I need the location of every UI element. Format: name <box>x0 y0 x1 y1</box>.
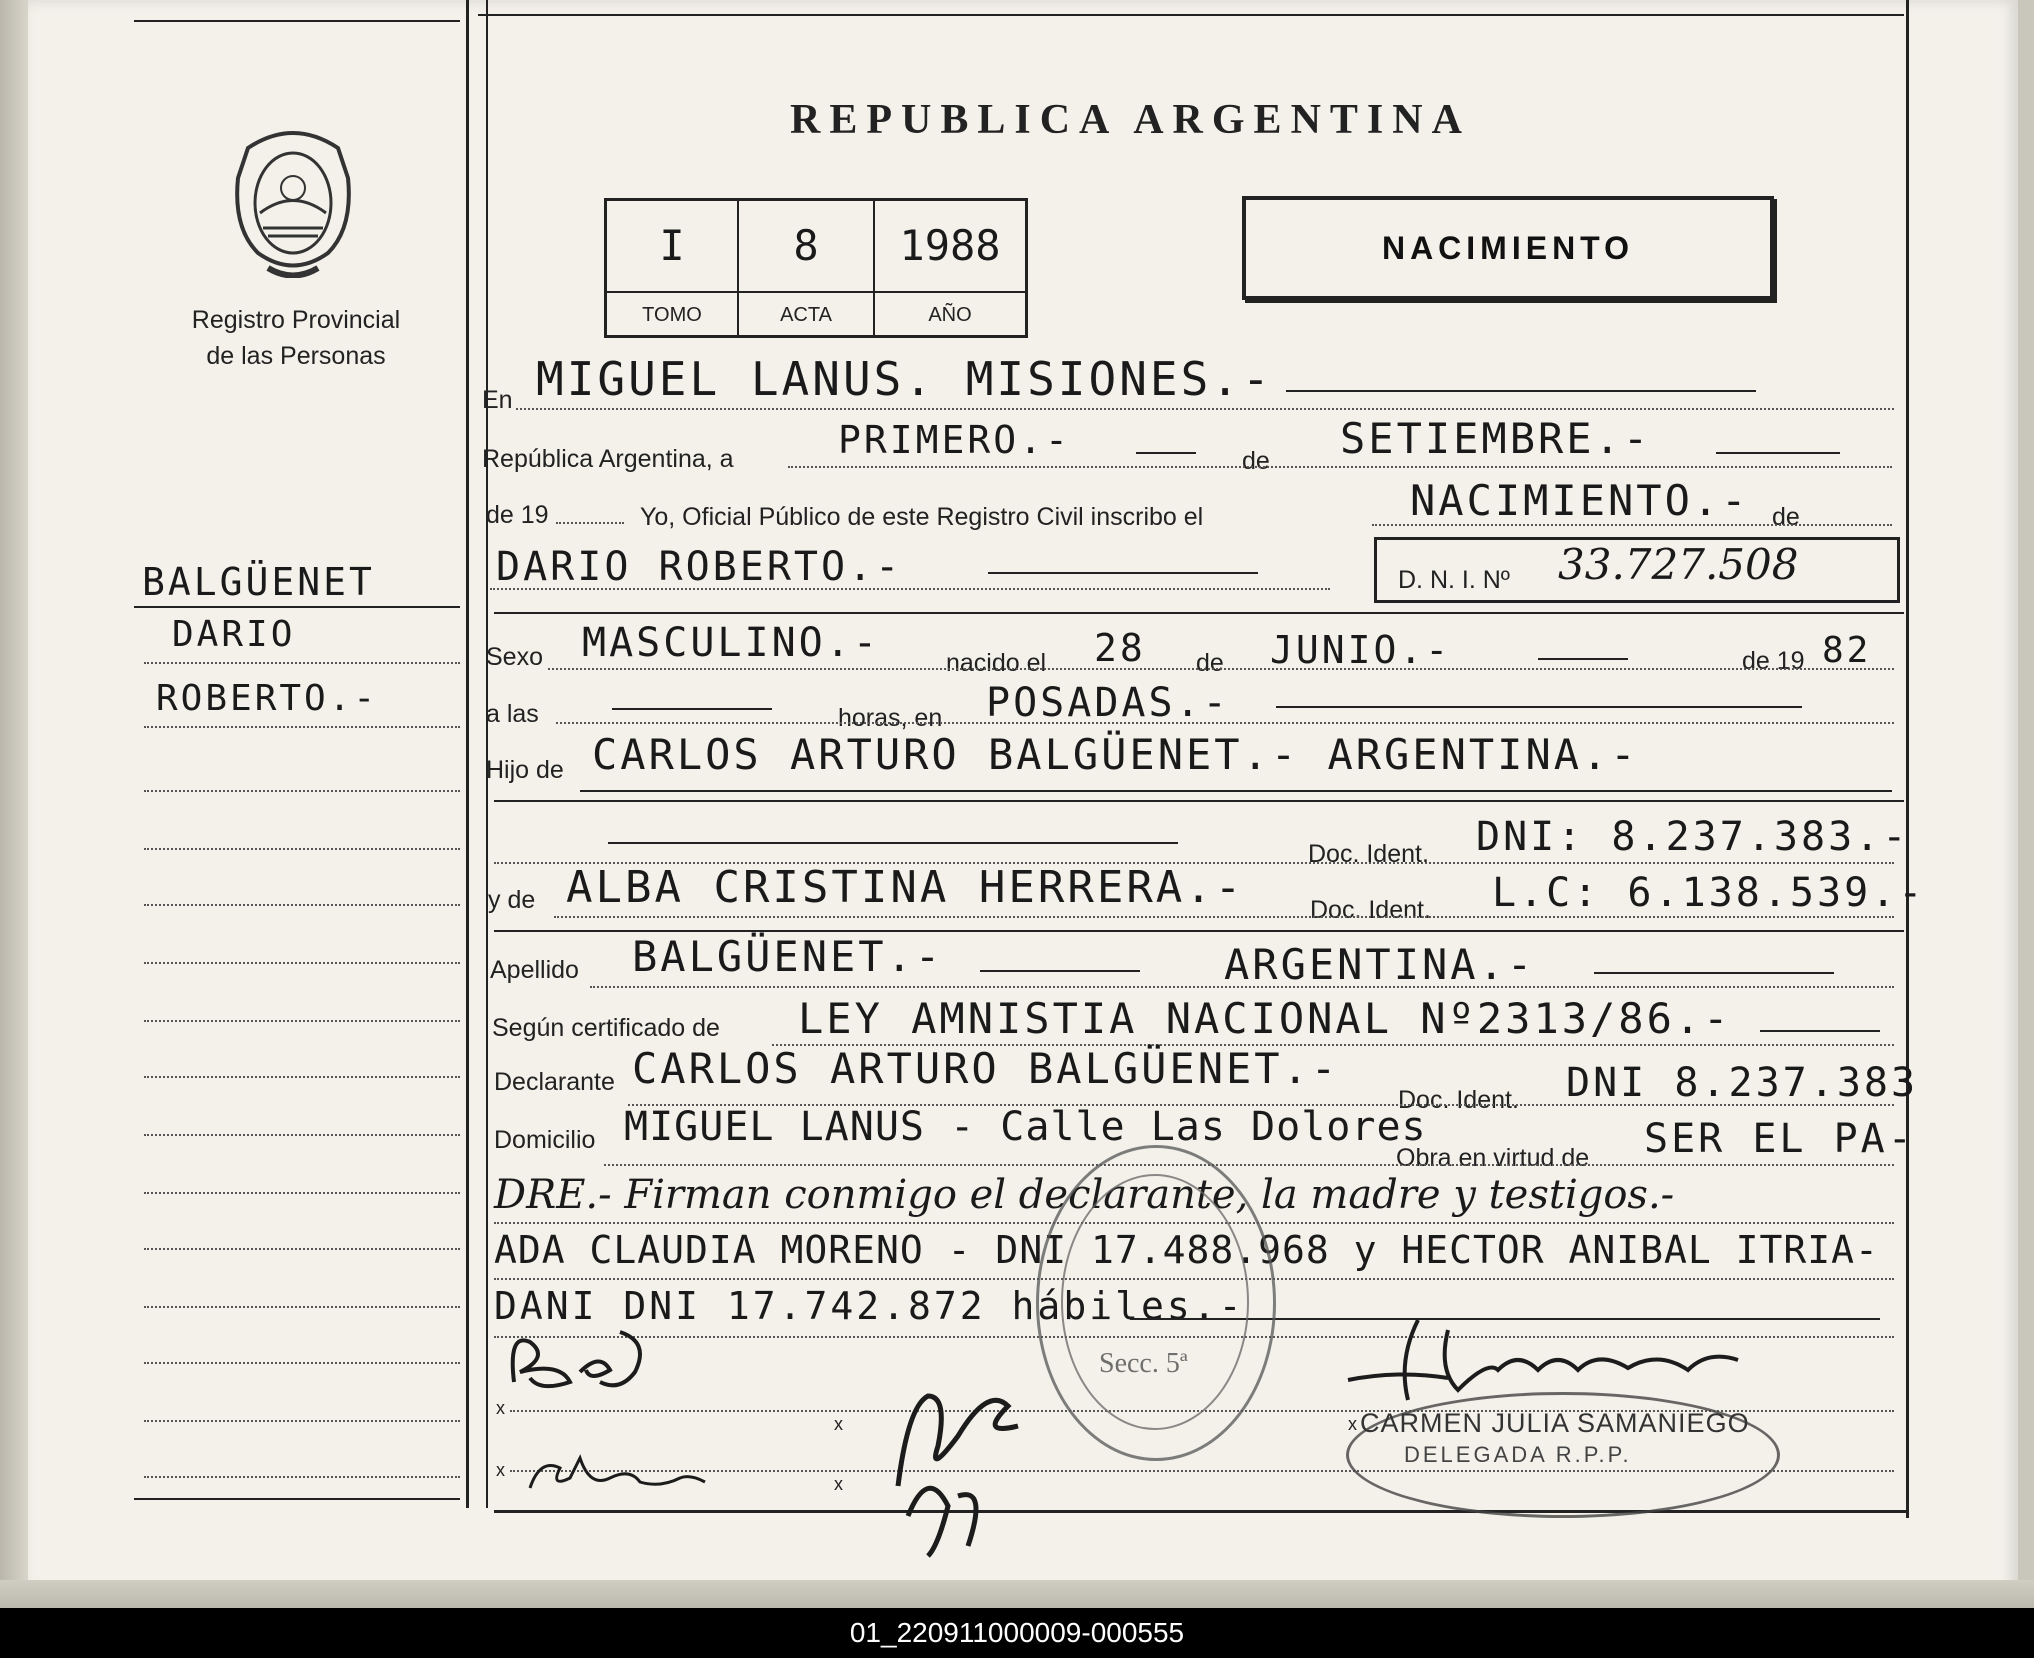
field-surname: BALGÜENET.- <box>632 932 944 981</box>
row-sexo-dots <box>548 668 1894 670</box>
label-doc-ident-2: Doc. Ident. <box>1310 896 1431 924</box>
section-rule-2 <box>494 800 1904 802</box>
field-certificate: LEY AMNISTIA NACIONAL Nº2313/86.- <box>798 994 1732 1043</box>
row-en-dots <box>516 408 1894 410</box>
official-name: CARMEN JULIA SAMANIEGO <box>1360 1408 1750 1438</box>
row-yo-dots <box>1372 524 1892 526</box>
field-day: PRIMERO.- <box>838 418 1071 462</box>
field-birth-month: JUNIO.- <box>1270 628 1452 672</box>
label-dni: D. N. I. Nº <box>1398 566 1510 594</box>
field-birth-year: 82 <box>1822 630 1872 671</box>
right-border <box>1906 0 1909 1518</box>
margin-dotted-line <box>144 1134 460 1136</box>
field-declarant: CARLOS ARTURO BALGÜENET.- <box>632 1044 1340 1093</box>
field-father: CARLOS ARTURO BALGÜENET.- ARGENTINA.- <box>592 730 1639 779</box>
label-segun-cert: Según certificado de <box>492 1014 720 1042</box>
tomo-value: I <box>659 221 685 270</box>
label-y-de: y de <box>488 886 536 914</box>
margin-dotted-line <box>144 1362 460 1364</box>
misiones-seal-icon <box>228 118 358 278</box>
margin-dotted-line <box>144 1248 460 1250</box>
margin-dotted-line <box>144 1476 460 1478</box>
registry-label <box>156 302 436 374</box>
tomo-cell <box>607 201 739 335</box>
left-bottom-rule <box>134 1498 460 1500</box>
row-mother-dots <box>554 916 1894 918</box>
label-en: En <box>482 386 513 414</box>
acta-label: ACTA <box>780 304 832 326</box>
section-rule-1 <box>494 612 1904 614</box>
registry-line-1: Registro Provincial <box>191 306 401 334</box>
document-title: REPUBLICA ARGENTINA <box>790 97 1471 143</box>
label-apellido: Apellido <box>490 956 579 984</box>
field-mother-doc: L.C: 6.138.539.- <box>1492 870 1926 916</box>
row-hijo-rule <box>580 790 1892 792</box>
tomo-label: TOMO <box>642 304 702 326</box>
name-fill-line <box>988 572 1258 574</box>
day-fill-line <box>1136 452 1196 454</box>
margin-dotted-line <box>144 962 460 964</box>
sig-mark-1: x <box>496 1398 505 1418</box>
registry-line-2: de las Personas <box>206 342 386 370</box>
label-sexo: Sexo <box>486 643 543 671</box>
registry-round-stamp <box>1036 1145 1276 1461</box>
field-nationality: ARGENTINA.- <box>1224 940 1536 989</box>
label-yo-oficial: Yo, Oficial Público de este Registro Civil inscribo el <box>640 503 1204 531</box>
act-type-box: NACIMIENTO <box>1242 196 1774 300</box>
margin-middle-name: ROBERTO.- <box>156 678 379 719</box>
record-number-box <box>604 198 1028 338</box>
row-name-dots <box>490 588 1330 590</box>
margin-dotted-line <box>144 726 460 728</box>
anio-cell <box>875 201 1025 335</box>
label-domicilio: Domicilio <box>494 1126 596 1154</box>
margin-rule <box>134 606 460 608</box>
stamp-section-text: Secc. 5ª <box>1099 1348 1188 1379</box>
margin-dotted-line <box>144 848 460 850</box>
margin-dotted-line <box>144 904 460 906</box>
signature-declarant-icon <box>520 1448 710 1498</box>
left-top-rule <box>134 20 460 22</box>
label-nacido-el: nacido el <box>946 649 1047 677</box>
label-republica-a: República Argentina, a <box>482 445 734 473</box>
body-line-3: DANI DNI 17.742.872 hábiles.- <box>494 1284 1245 1328</box>
sig-mark-5: x <box>1348 1414 1357 1434</box>
field-person-name: DARIO ROBERTO.- <box>496 544 903 590</box>
center-divider <box>466 0 469 1508</box>
label-de-nac: de <box>1196 649 1224 677</box>
scan-bottom-strip <box>0 1580 2034 1608</box>
field-birth-place: POSADAS.- <box>986 680 1230 726</box>
label-de19: de 19 <box>486 501 549 529</box>
month-fill-line <box>1716 452 1840 454</box>
label-horas-en: horas, en <box>838 704 943 732</box>
field-place: MIGUEL LANUS. MISIONES.- <box>536 352 1273 406</box>
row-domicilio-dots <box>604 1164 1894 1166</box>
right-bottom-rule <box>494 1510 1906 1513</box>
signature-mother-icon <box>500 1312 670 1402</box>
sig-mark-3: x <box>834 1414 843 1434</box>
label-de-mes: de <box>1242 447 1270 475</box>
field-virtue: SER EL PA- <box>1644 1116 1915 1162</box>
label-a-las: a las <box>486 700 539 728</box>
field-mother: ALBA CRISTINA HERRERA.- <box>566 862 1245 913</box>
anio-value: 1988 <box>899 221 1001 270</box>
margin-dotted-line <box>144 1020 460 1022</box>
page-edge <box>0 0 28 1608</box>
sig-mark-4: x <box>834 1474 843 1494</box>
margin-dotted-line <box>144 1420 460 1422</box>
place-fill-line <box>1286 390 1756 392</box>
field-father-doc: DNI: 8.237.383.- <box>1476 814 1910 860</box>
certificate-fill-line <box>1760 1030 1880 1032</box>
field-dni-number: 33.727.508 <box>1558 540 1799 589</box>
sig-mark-2: x <box>496 1460 505 1480</box>
field-event: NACIMIENTO.- <box>1410 476 1750 525</box>
margin-surname: BALGÜENET <box>142 560 375 604</box>
signature-witness-icon <box>868 1366 1038 1566</box>
acta-cell <box>739 201 875 335</box>
field-declarant-doc: DNI 8.237.383 <box>1566 1060 1919 1106</box>
field-birth-day: 28 <box>1094 626 1146 670</box>
birth-month-fill-line <box>1538 658 1628 660</box>
label-obra-virtud: Obra en virtud de <box>1396 1144 1590 1172</box>
margin-dotted-line <box>144 790 460 792</box>
body-line-1: DRE.- Firman conmigo el declarante, la madre y testigos.- <box>494 1172 1675 1218</box>
label-doc-ident-3: Doc. Ident. <box>1398 1086 1519 1114</box>
margin-dotted-line <box>144 1076 460 1078</box>
hour-fill-line <box>612 708 772 710</box>
nationality-fill-line <box>1594 972 1834 974</box>
center-divider-inner <box>486 0 488 1508</box>
margin-first-name: DARIO <box>172 614 296 655</box>
label-hijo-de: Hijo de <box>486 756 564 784</box>
official-role: DELEGADA R.P.P. <box>1404 1442 1632 1467</box>
field-month: SETIEMBRE.- <box>1340 414 1652 463</box>
father-extra-fill-line <box>608 842 1178 844</box>
field-address: MIGUEL LANUS - Calle Las Dolores <box>624 1104 1427 1150</box>
row-apellido-dots <box>590 986 1894 988</box>
label-de-19-nac: de 19 <box>1742 647 1805 675</box>
body-line-2: ADA CLAUDIA MORENO - DNI 17.488.968 y HECTOR ANIBAL ITRIA- <box>494 1228 1879 1272</box>
year-dots <box>556 522 624 524</box>
label-de-after: de <box>1772 503 1800 531</box>
row-horas-dots <box>556 722 1894 724</box>
right-top-rule <box>478 14 1904 16</box>
surname-fill-line <box>980 970 1140 972</box>
margin-dotted-line <box>144 662 460 664</box>
field-sex: MASCULINO.- <box>582 620 880 666</box>
label-declarante: Declarante <box>494 1068 615 1096</box>
margin-dotted-line <box>144 1192 460 1194</box>
label-doc-ident-1: Doc. Ident. <box>1308 840 1429 868</box>
margin-dotted-line <box>144 1306 460 1308</box>
row-republica-dots <box>788 466 1892 468</box>
anio-label: AÑO <box>928 304 972 326</box>
acta-value: 8 <box>793 221 819 270</box>
image-caption: 01_220911000009-000555 <box>0 1608 2034 1658</box>
stamp-inner-ring <box>1061 1174 1249 1430</box>
birthplace-fill-line <box>1276 706 1802 708</box>
